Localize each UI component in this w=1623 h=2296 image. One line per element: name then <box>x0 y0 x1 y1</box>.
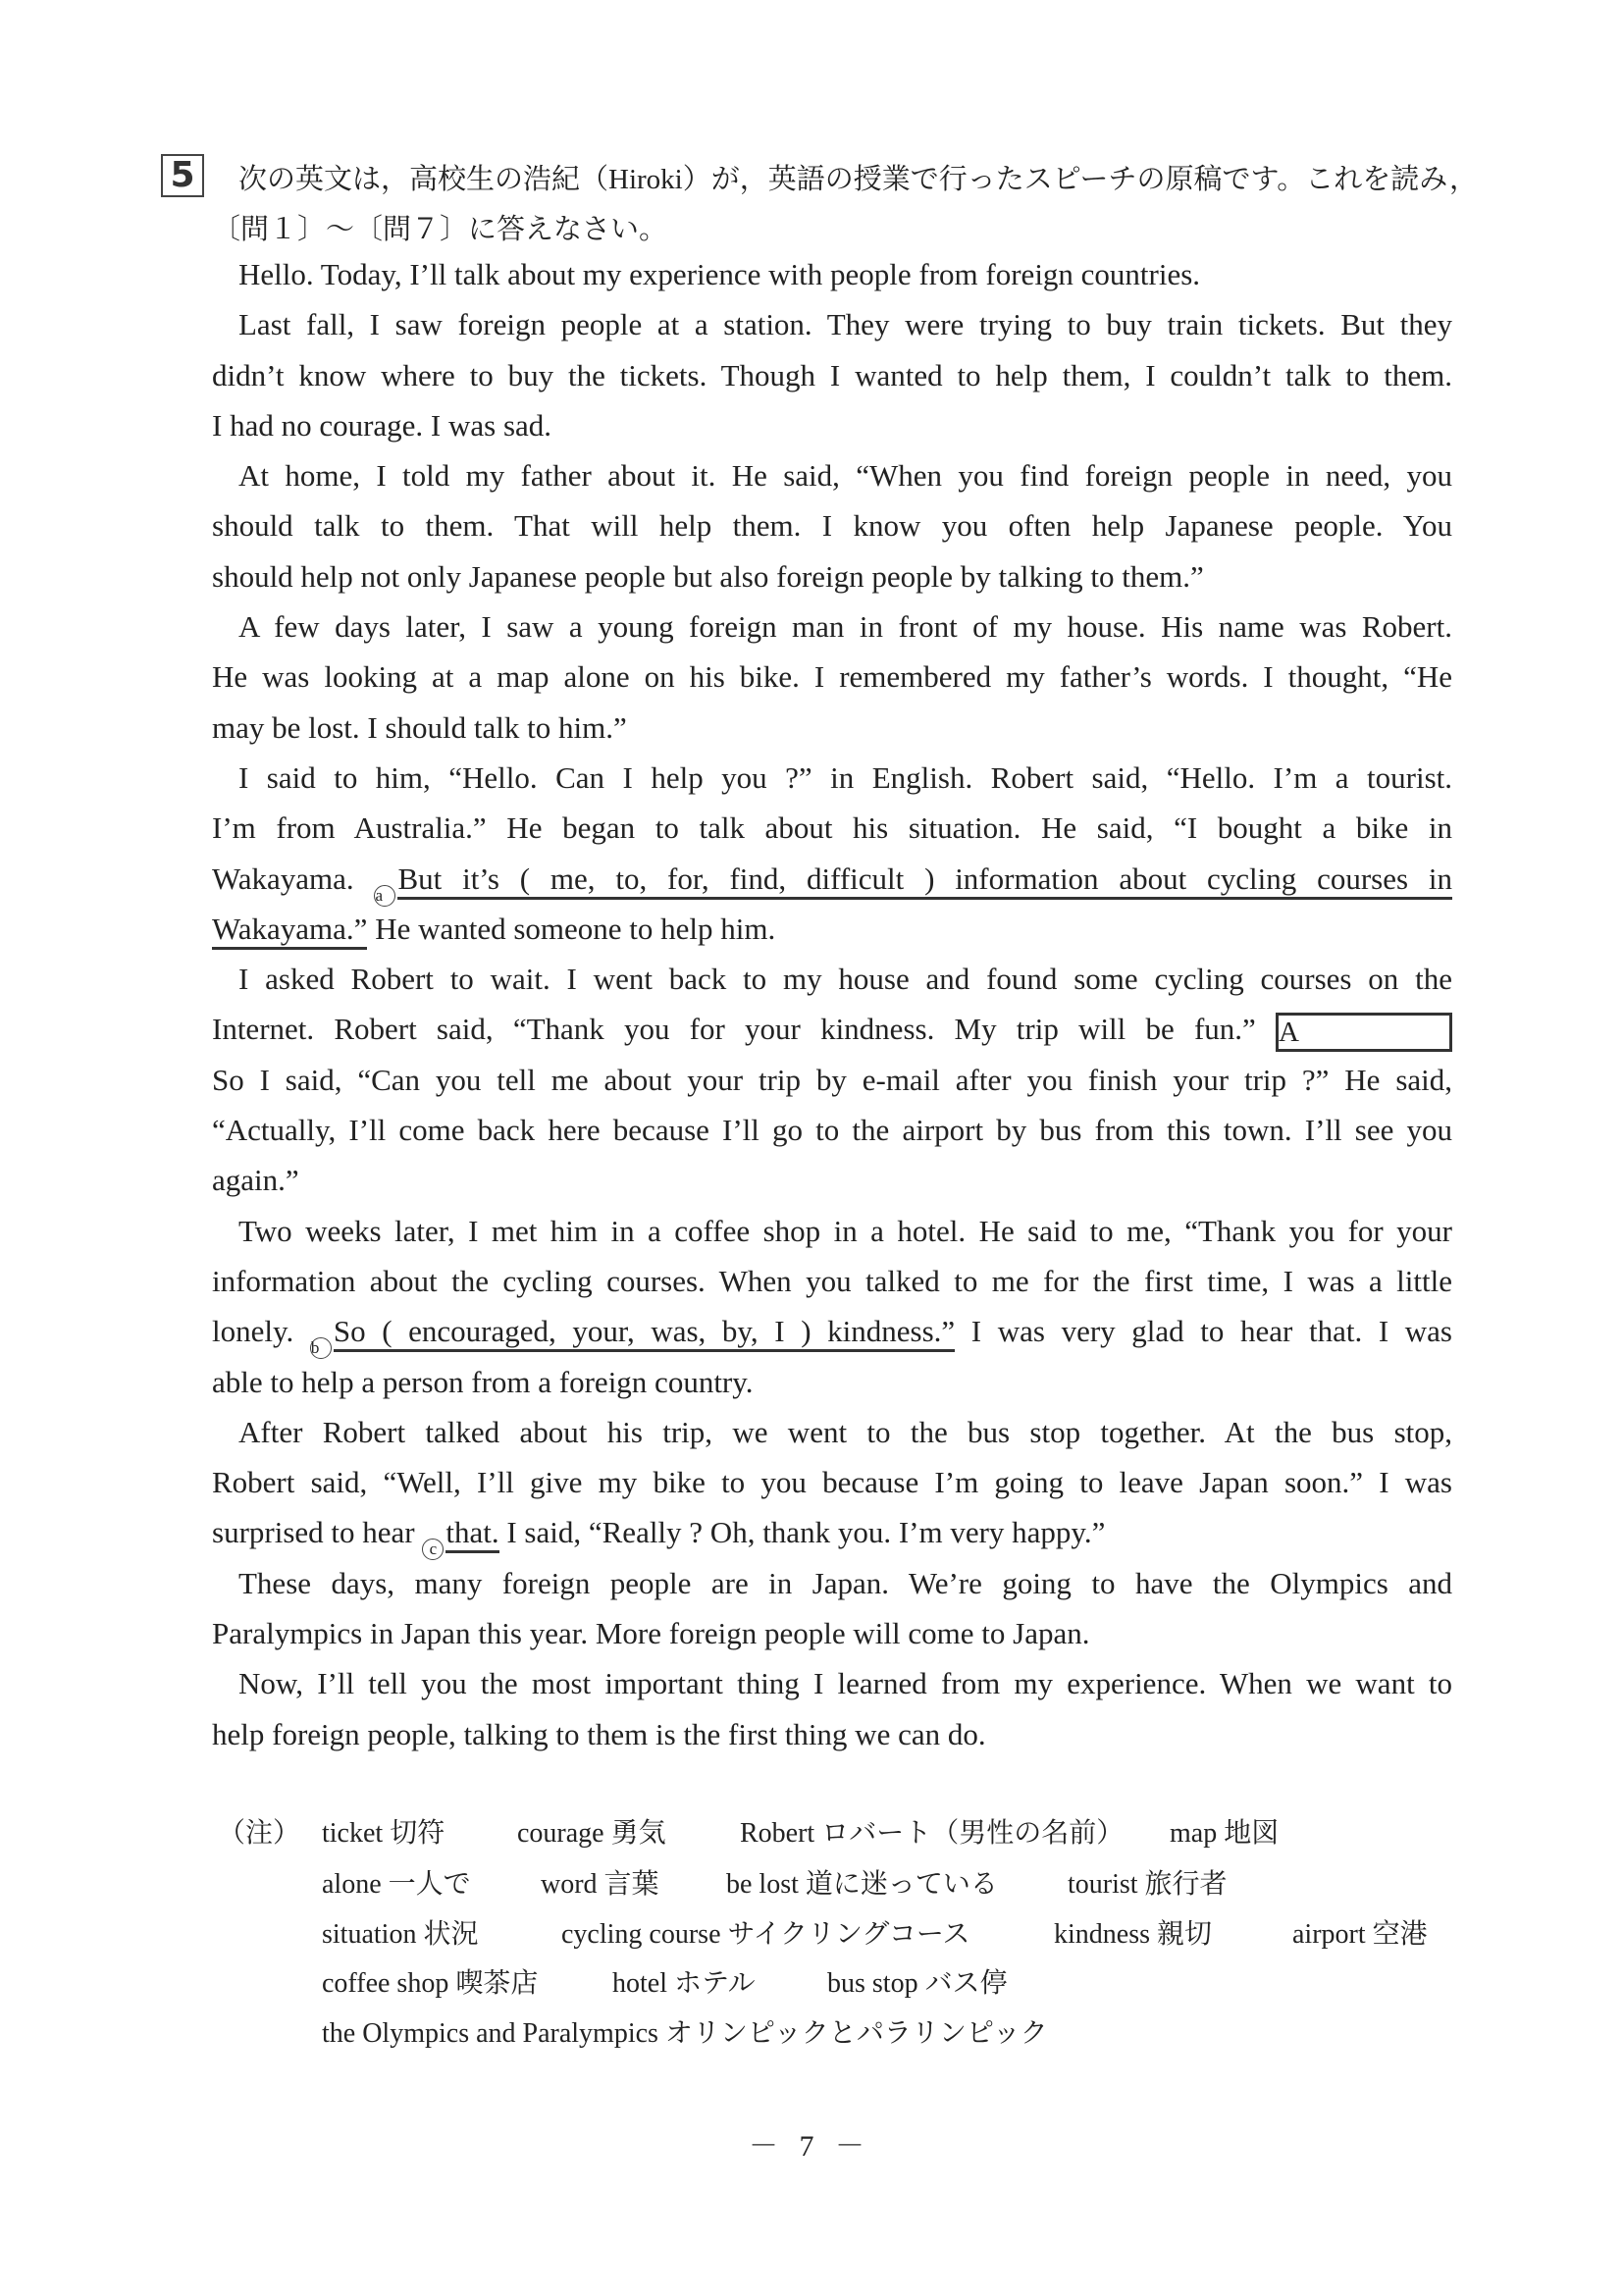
underlined-text: Wakayama.” <box>212 912 367 950</box>
passage-text: After Robert talked about his trip, we went to the bus stop together. At the bus stop, <box>238 1414 1452 1449</box>
note-item: airport 空港 <box>1292 1919 1428 1950</box>
circled-marker-b: b <box>310 1337 332 1359</box>
passage-text: Now, I’ll tell you the most important thing I learned from my experience. When we want to <box>238 1666 1452 1701</box>
passage-text: Two weeks later, I met him in a coffee shop in a hotel. He said to me, “Thank you for your <box>238 1213 1452 1248</box>
passage-text: help foreign people, talking to them is the first thing we can do. <box>212 1716 986 1751</box>
passage-text: didn’t know where to buy the tickets. Though I wanted to help them, I couldn’t talk to them. <box>212 357 1452 392</box>
passage-line <box>212 1004 1452 1054</box>
passage-line <box>212 854 1452 904</box>
notes-label: （注） <box>218 1818 301 1849</box>
passage-text: So I said, “Can you tell me about your trip by e-mail after you finish your trip ?” He said, <box>212 1062 1452 1097</box>
passage-line <box>212 652 1452 702</box>
passage-line <box>212 1055 1452 1105</box>
passage-line <box>212 450 1452 500</box>
passage-text: A few days later, I saw a young foreign man in front of my house. His name was Robert. <box>238 609 1452 645</box>
passage-line <box>212 703 1452 753</box>
passage-line <box>212 1457 1452 1507</box>
passage-text: “Actually, I’ll come back here because I’ll go to the airport by bus from this town. I’ll see you <box>212 1113 1452 1148</box>
note-item: coffee shop 喫茶店 <box>322 1968 539 1999</box>
passage-text: I’m from Australia.” He began to talk about his situation. He said, “I bought a bike in <box>212 810 1452 846</box>
note-item: courage 勇気 <box>517 1818 666 1849</box>
passage-line <box>212 1407 1452 1457</box>
note-item: tourist 旅行者 <box>1068 1869 1228 1900</box>
passage-text: surprised to hear <box>212 1515 423 1550</box>
passage-line <box>212 954 1452 1004</box>
note-item: Robert ロバート（男性の名前） <box>740 1818 1125 1849</box>
passage-text: should help not only Japanese people but also foreign people by talking to them.” <box>212 558 1204 594</box>
passage-text: should talk to them. That will help them. I know you often help Japanese people. You <box>212 508 1452 544</box>
passage-line <box>212 1206 1452 1256</box>
note-item: situation 状況 <box>322 1919 479 1950</box>
passage-text: He wanted someone to help him. <box>367 911 776 946</box>
underlined-text: that. <box>445 1515 498 1553</box>
passage-text: lonely. <box>212 1314 310 1349</box>
passage-text: I said to him, “Hello. Can I help you ?” in English. Robert said, “Hello. I’m a tourist. <box>238 759 1452 795</box>
passage-line <box>212 1608 1452 1658</box>
passage-text: Wakayama. <box>212 861 375 896</box>
note-item: word 言葉 <box>541 1869 659 1900</box>
passage-text: may be lost. I should talk to him.” <box>212 709 627 745</box>
note-item: ticket 切符 <box>322 1818 445 1849</box>
passage-line <box>212 1306 1452 1356</box>
answer-blank-box: A <box>1276 1013 1452 1052</box>
passage-line <box>212 904 1452 954</box>
circled-marker-a: a <box>374 885 395 907</box>
passage-text: again.” <box>212 1163 299 1198</box>
note-item: the Olympics and Paralympics オリンピックとパラリンピック <box>322 2018 1048 2049</box>
note-item: map 地図 <box>1170 1818 1280 1849</box>
passage-line <box>212 1105 1452 1155</box>
speech-passage <box>212 249 1452 1759</box>
underlined-text: But it’s ( me, to, for, find, difficult ) information about cycling courses in <box>397 861 1452 900</box>
passage-line <box>212 551 1452 601</box>
note-item: kindness 親切 <box>1054 1919 1213 1950</box>
passage-line <box>212 1658 1452 1708</box>
question-instruction: 次の英文は，高校生の浩紀（Hiroki）が，英語の授業で行ったスピーチの原稿です。これを読み， <box>238 164 1478 195</box>
passage-text: able to help a person from a foreign country. <box>212 1364 754 1399</box>
passage-text: He was looking at a map alone on his bike. I remembered my father’s words. I thought, “He <box>212 659 1452 695</box>
passage-line <box>212 1709 1452 1759</box>
passage-text: Robert said, “Well, I’ll give my bike to you because I’m going to leave Japan soon.” I was <box>212 1465 1452 1500</box>
page-number: － 7 － <box>749 2130 864 2163</box>
question-number-box: 5 <box>161 154 204 197</box>
note-item: be lost 道に迷っている <box>726 1869 998 1900</box>
question-instruction-2: 〔問１〕～〔問７〕に答えなさい。 <box>212 214 668 245</box>
passage-line <box>212 1155 1452 1205</box>
passage-text: I said, “Really ? Oh, thank you. I’m very happy.” <box>498 1515 1106 1550</box>
passage-text: These days, many foreign people are in Japan. We’re going to have the Olympics and <box>238 1565 1452 1600</box>
passage-text: At home, I told my father about it. He said, “When you find foreign people in need, you <box>238 458 1452 494</box>
passage-text: Internet. Robert said, “Thank you for your kindness. My trip will be fun.” <box>212 1012 1276 1047</box>
note-item: hotel ホテル <box>612 1968 756 1999</box>
underlined-text: So ( encouraged, your, was, by, I ) kindness.” <box>334 1314 955 1352</box>
passage-text: Hello. Today, I’ll talk about my experience with people from foreign countries. <box>238 257 1201 291</box>
passage-text: information about the cycling courses. When you talked to me for the first time, I was a little <box>212 1263 1452 1298</box>
passage-line <box>212 350 1452 400</box>
passage-line <box>212 1256 1452 1306</box>
circled-marker-c: c <box>422 1539 444 1560</box>
passage-text: I had no courage. I was sad. <box>212 407 552 443</box>
passage-line <box>212 400 1452 450</box>
passage-text: I asked Robert to wait. I went back to my house and found some cycling courses on the <box>238 962 1452 997</box>
passage-line <box>212 1558 1452 1608</box>
passage-line <box>212 803 1452 853</box>
passage-line <box>212 500 1452 550</box>
passage-line <box>212 299 1452 349</box>
passage-text: Paralympics in Japan this year. More foreign people will come to Japan. <box>212 1616 1090 1651</box>
note-item: bus stop バス停 <box>827 1968 1008 1999</box>
passage-line <box>212 753 1452 803</box>
note-item: cycling course サイクリングコース <box>561 1919 970 1950</box>
passage-line <box>212 1507 1452 1557</box>
note-item: alone 一人で <box>322 1869 471 1900</box>
passage-line <box>212 249 1452 299</box>
passage-text: Last fall, I saw foreign people at a station. They were trying to buy train tickets. But they <box>238 307 1452 342</box>
passage-line <box>212 1357 1452 1407</box>
passage-text: I was very glad to hear that. I was <box>955 1314 1452 1349</box>
passage-line <box>212 601 1452 652</box>
